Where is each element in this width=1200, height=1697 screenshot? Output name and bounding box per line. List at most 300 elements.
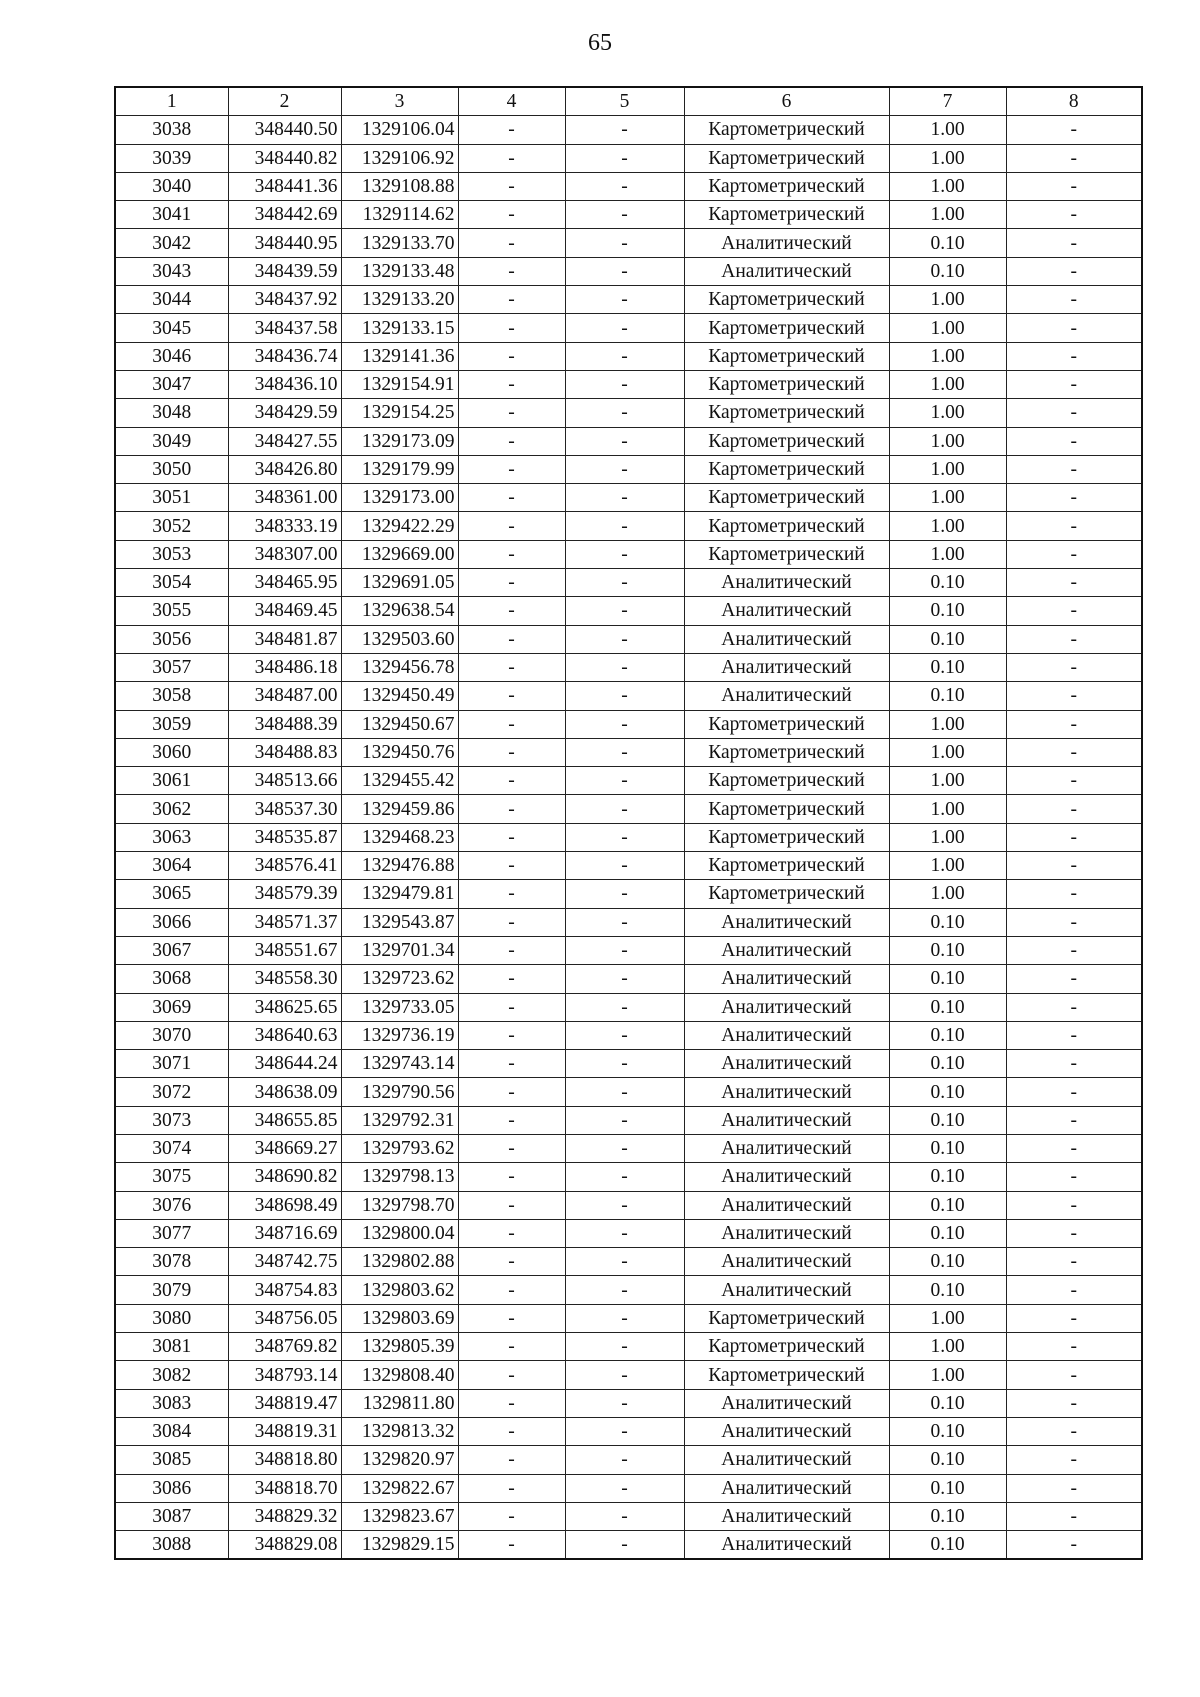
table-row [115,1106,1142,1134]
table-cell: - [1006,172,1142,200]
table-cell: Аналитический [684,1417,889,1445]
table-cell: 348571.37 [228,908,341,936]
table-cell: - [565,908,684,936]
table-cell: 3082 [115,1361,228,1389]
table-cell: - [1006,1417,1142,1445]
table-cell: 1329456.78 [341,653,458,681]
table-cell: - [458,314,565,342]
table-cell: 1.00 [889,852,1006,880]
table-cell: - [458,653,565,681]
table-cell: - [1006,1050,1142,1078]
table-row [115,144,1142,172]
table-cell: - [565,852,684,880]
table-cell: 1.00 [889,399,1006,427]
table-cell: 1.00 [889,710,1006,738]
table-cell: 3073 [115,1106,228,1134]
table-cell: - [458,625,565,653]
table-cell: - [1006,1333,1142,1361]
table-cell: 1329106.92 [341,144,458,172]
table-cell: Картометрический [684,399,889,427]
table-cell: 3080 [115,1304,228,1332]
table-row [115,1078,1142,1106]
table-cell: 0.10 [889,625,1006,653]
table-cell: - [565,427,684,455]
table-cell: - [565,229,684,257]
table-cell: 1.00 [889,738,1006,766]
table-row [115,455,1142,483]
table-cell: 3059 [115,710,228,738]
table-cell: 3038 [115,116,228,144]
table-cell: 1329793.62 [341,1134,458,1162]
table-row [115,1474,1142,1502]
table-cell: 1.00 [889,116,1006,144]
table-cell: 348535.87 [228,823,341,851]
table-cell: 0.10 [889,1276,1006,1304]
table-cell: 348829.32 [228,1502,341,1530]
column-header: 1 [115,87,228,116]
table-cell: - [458,342,565,370]
table-cell: - [458,1304,565,1332]
table-cell: - [458,710,565,738]
table-cell: - [565,653,684,681]
table-cell: - [458,1078,565,1106]
table-cell: 0.10 [889,1219,1006,1247]
table-cell: 1.00 [889,795,1006,823]
table-cell: 348441.36 [228,172,341,200]
table-row [115,1361,1142,1389]
table-row [115,1219,1142,1247]
table-cell: 348576.41 [228,852,341,880]
table-cell: Аналитический [684,1531,889,1560]
table-cell: Картометрический [684,116,889,144]
table-cell: - [1006,653,1142,681]
table-cell: Аналитический [684,1389,889,1417]
table-cell: 0.10 [889,682,1006,710]
table-cell: - [565,1106,684,1134]
table-cell: 3076 [115,1191,228,1219]
table-row [115,370,1142,398]
table-cell: 348756.05 [228,1304,341,1332]
table-cell: 3086 [115,1474,228,1502]
table-row [115,767,1142,795]
table-cell: - [565,512,684,540]
table-row [115,710,1142,738]
table-cell: 3066 [115,908,228,936]
table-cell: - [458,201,565,229]
table-cell: - [458,144,565,172]
table-cell: 3068 [115,965,228,993]
table-cell: 3088 [115,1531,228,1560]
table-row [115,625,1142,653]
table-cell: - [565,144,684,172]
table-cell: 3040 [115,172,228,200]
table-cell: - [458,286,565,314]
table-cell: Картометрический [684,484,889,512]
table-cell: - [565,172,684,200]
table-cell: 348436.74 [228,342,341,370]
table-cell: 348754.83 [228,1276,341,1304]
table-cell: Аналитический [684,1248,889,1276]
table-cell: - [1006,1474,1142,1502]
table-row [115,1333,1142,1361]
table-cell: - [458,1050,565,1078]
table-cell: 348440.82 [228,144,341,172]
table-cell: - [458,229,565,257]
table-cell: - [458,1163,565,1191]
table-cell: - [458,993,565,1021]
table-row [115,653,1142,681]
table-cell: 3081 [115,1333,228,1361]
table-cell: 1329790.56 [341,1078,458,1106]
table-cell: 348537.30 [228,795,341,823]
table-cell: - [1006,342,1142,370]
table-cell: Аналитический [684,1050,889,1078]
table-cell: 0.10 [889,1531,1006,1560]
table-cell: Картометрический [684,540,889,568]
table-cell: - [1006,1163,1142,1191]
table-cell: - [458,880,565,908]
table-cell: 348558.30 [228,965,341,993]
table-cell: - [1006,682,1142,710]
table-cell: 1329743.14 [341,1050,458,1078]
table-row [115,512,1142,540]
table-cell: - [1006,1446,1142,1474]
table-cell: 348488.83 [228,738,341,766]
table-cell: - [565,399,684,427]
table-row [115,201,1142,229]
table-row [115,286,1142,314]
table-cell: 1329133.48 [341,257,458,285]
table-cell: - [565,1361,684,1389]
table-row [115,1021,1142,1049]
table-cell: - [1006,1502,1142,1530]
column-header: 2 [228,87,341,116]
table-cell: - [565,795,684,823]
table-cell: 348742.75 [228,1248,341,1276]
table-cell: 1329543.87 [341,908,458,936]
table-cell: - [565,965,684,993]
table-cell: - [458,1474,565,1502]
table-cell: 1329173.09 [341,427,458,455]
table-cell: - [458,370,565,398]
table-row [115,1417,1142,1445]
table-row [115,1531,1142,1560]
table-cell: - [1006,201,1142,229]
table-cell: 348465.95 [228,569,341,597]
table-cell: 1329723.62 [341,965,458,993]
table-cell: 3052 [115,512,228,540]
table-cell: 3057 [115,653,228,681]
table-cell: - [1006,625,1142,653]
table-cell: 3069 [115,993,228,1021]
table-cell: - [1006,1219,1142,1247]
table-cell: 0.10 [889,1502,1006,1530]
table-cell: 3046 [115,342,228,370]
table-cell: 348638.09 [228,1078,341,1106]
table-cell: Аналитический [684,569,889,597]
table-cell: Картометрический [684,767,889,795]
table-cell: 348436.10 [228,370,341,398]
table-body [115,116,1142,1560]
table-cell: 3085 [115,1446,228,1474]
table-cell: - [1006,370,1142,398]
table-cell: Картометрический [684,512,889,540]
table-cell: 348551.67 [228,936,341,964]
table-cell: 348307.00 [228,540,341,568]
table-row [115,1134,1142,1162]
table-cell: 1.00 [889,286,1006,314]
table-cell: 1329450.49 [341,682,458,710]
table-cell: 1329823.67 [341,1502,458,1530]
table-cell: - [1006,1531,1142,1560]
table-cell: 3075 [115,1163,228,1191]
table-cell: - [458,965,565,993]
table-cell: Картометрический [684,427,889,455]
table-cell: - [458,116,565,144]
table-cell: 3061 [115,767,228,795]
table-cell: - [565,201,684,229]
table-cell: 1329733.05 [341,993,458,1021]
table-cell: 0.10 [889,257,1006,285]
table-cell: - [458,767,565,795]
table-cell: 1.00 [889,1333,1006,1361]
table-cell: 348439.59 [228,257,341,285]
table-cell: - [458,908,565,936]
table-cell: - [1006,908,1142,936]
table-cell: Картометрический [684,1361,889,1389]
table-cell: - [1006,767,1142,795]
table-cell: 348716.69 [228,1219,341,1247]
table-cell: 1329792.31 [341,1106,458,1134]
table-cell: 0.10 [889,1050,1006,1078]
table-cell: - [1006,1078,1142,1106]
table-cell: Аналитический [684,1106,889,1134]
table-cell: 1329133.70 [341,229,458,257]
table-cell: - [1006,286,1142,314]
table-cell: 1.00 [889,512,1006,540]
coordinates-table [114,86,1143,1560]
table-row [115,1304,1142,1332]
table-cell: 1329669.00 [341,540,458,568]
table-cell: 1329800.04 [341,1219,458,1247]
table-row [115,795,1142,823]
table-cell: - [1006,738,1142,766]
table-cell: 1329805.39 [341,1333,458,1361]
table-cell: - [565,880,684,908]
table-cell: 0.10 [889,653,1006,681]
table-cell: 348426.80 [228,455,341,483]
table-cell: 3053 [115,540,228,568]
table-cell: 1.00 [889,172,1006,200]
table-cell: - [458,1021,565,1049]
table-cell: - [1006,965,1142,993]
table-cell: 3045 [115,314,228,342]
table-cell: Картометрический [684,852,889,880]
table-cell: Аналитический [684,1134,889,1162]
table-row [115,880,1142,908]
table-cell: 3077 [115,1219,228,1247]
table-cell: - [565,1021,684,1049]
table-cell: Картометрический [684,172,889,200]
table-row [115,965,1142,993]
table-cell: - [458,1106,565,1134]
table-cell: - [1006,399,1142,427]
table-cell: 1329468.23 [341,823,458,851]
table-cell: Аналитический [684,229,889,257]
table-row [115,1248,1142,1276]
table-cell: - [565,823,684,851]
table-cell: - [458,1531,565,1560]
table-row [115,484,1142,512]
table-row [115,738,1142,766]
table-cell: - [1006,823,1142,851]
table-cell: - [458,399,565,427]
table-cell: 1329808.40 [341,1361,458,1389]
table-row [115,427,1142,455]
table-cell: 1329114.62 [341,201,458,229]
table-cell: 3087 [115,1502,228,1530]
table-cell: Аналитический [684,1078,889,1106]
table-cell: 3079 [115,1276,228,1304]
table-cell: 3050 [115,455,228,483]
table-cell: Картометрический [684,738,889,766]
table-cell: 0.10 [889,1474,1006,1502]
table-cell: 3043 [115,257,228,285]
table-cell: - [565,1304,684,1332]
table-cell: - [565,1248,684,1276]
table-cell: - [565,767,684,795]
table-cell: - [565,1333,684,1361]
table-cell: - [1006,427,1142,455]
table-cell: 1329479.81 [341,880,458,908]
table-cell: 1329798.70 [341,1191,458,1219]
table-cell: - [458,569,565,597]
table-cell: - [1006,1021,1142,1049]
table-cell: 1329141.36 [341,342,458,370]
table-cell: - [565,1389,684,1417]
table-cell: Аналитический [684,1502,889,1530]
table-cell: - [1006,257,1142,285]
table-cell: - [458,455,565,483]
table-cell: 1.00 [889,370,1006,398]
table-cell: 1.00 [889,1304,1006,1332]
table-cell: - [458,540,565,568]
table-cell: 0.10 [889,1248,1006,1276]
table-cell: 1329798.13 [341,1163,458,1191]
table-cell: - [565,1502,684,1530]
table-cell: 3051 [115,484,228,512]
table-row [115,1191,1142,1219]
table-cell: - [565,455,684,483]
table-cell: 1.00 [889,1361,1006,1389]
table-cell: - [565,1134,684,1162]
table-cell: - [458,512,565,540]
table-cell: - [1006,880,1142,908]
column-header: 4 [458,87,565,116]
table-cell: 348690.82 [228,1163,341,1191]
table-cell: 348513.66 [228,767,341,795]
table-cell: 1329691.05 [341,569,458,597]
table-cell: 1329133.20 [341,286,458,314]
table-cell: 1329803.62 [341,1276,458,1304]
table-cell: - [565,342,684,370]
table-row [115,569,1142,597]
table-cell: Аналитический [684,1474,889,1502]
table-cell: Картометрический [684,823,889,851]
table-cell: 3058 [115,682,228,710]
table-cell: 1329503.60 [341,625,458,653]
table-row [115,936,1142,964]
table-cell: Аналитический [684,908,889,936]
table-cell: - [458,682,565,710]
column-header: 5 [565,87,684,116]
table-cell: - [1006,1134,1142,1162]
table-cell: - [1006,1361,1142,1389]
table-cell: - [458,1361,565,1389]
table-cell: 348429.59 [228,399,341,427]
table-cell: - [458,852,565,880]
table-cell: Картометрический [684,286,889,314]
table-cell: - [565,1163,684,1191]
table-cell: 348481.87 [228,625,341,653]
table-cell: - [458,823,565,851]
table-cell: 1.00 [889,455,1006,483]
table-cell: - [1006,1106,1142,1134]
table-cell: 3083 [115,1389,228,1417]
table-cell: 0.10 [889,1417,1006,1445]
table-cell: - [1006,314,1142,342]
table-cell: 1.00 [889,767,1006,795]
table-row [115,1446,1142,1474]
table-cell: - [1006,1276,1142,1304]
table-cell: - [1006,569,1142,597]
table-cell: - [565,286,684,314]
table-row [115,1163,1142,1191]
table-cell: 1329813.32 [341,1417,458,1445]
table-cell: 1.00 [889,144,1006,172]
table-cell: - [565,682,684,710]
table-row [115,229,1142,257]
table-cell: 0.10 [889,1134,1006,1162]
table-cell: - [458,172,565,200]
table-cell: 3084 [115,1417,228,1445]
table-cell: - [1006,144,1142,172]
table-cell: 1.00 [889,201,1006,229]
table-cell: 0.10 [889,936,1006,964]
table-cell: 1329736.19 [341,1021,458,1049]
table-cell: - [1006,1304,1142,1332]
table-cell: 1329803.69 [341,1304,458,1332]
table-cell: 3044 [115,286,228,314]
table-cell: 1329422.29 [341,512,458,540]
table-cell: - [565,314,684,342]
table-cell: 1329701.34 [341,936,458,964]
table-cell: 348361.00 [228,484,341,512]
table-cell: Аналитический [684,682,889,710]
table-cell: 3078 [115,1248,228,1276]
table-cell: 0.10 [889,1389,1006,1417]
table-cell: - [458,1502,565,1530]
column-header: 3 [341,87,458,116]
table-cell: - [1006,1248,1142,1276]
table-cell: 348698.49 [228,1191,341,1219]
table-cell: 1329179.99 [341,455,458,483]
table-cell: Аналитический [684,965,889,993]
table-cell: - [1006,512,1142,540]
table-row [115,116,1142,144]
table-cell: 348488.39 [228,710,341,738]
table-row [115,597,1142,625]
